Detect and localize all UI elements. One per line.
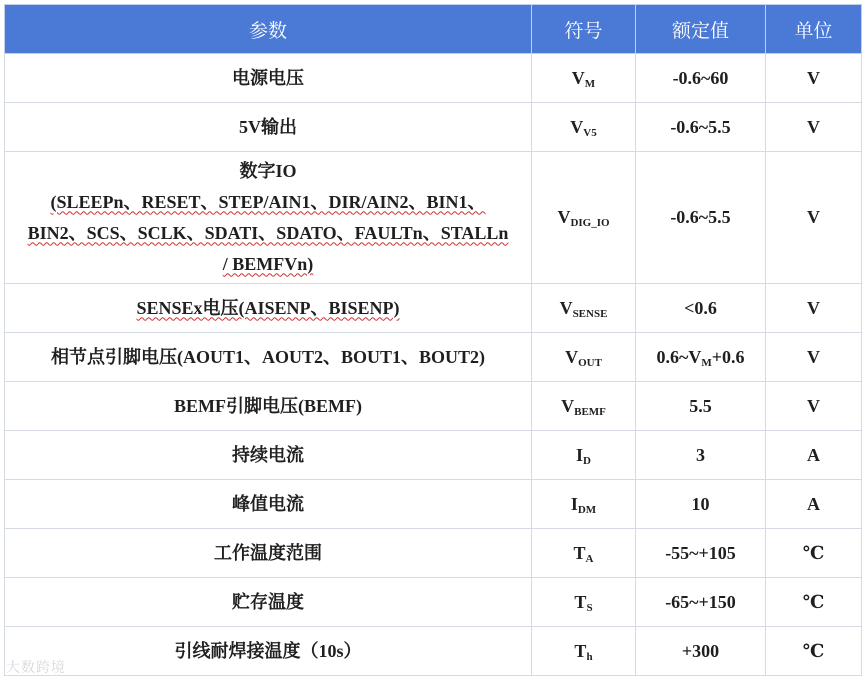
param-cell: 工作温度范围 — [5, 529, 532, 578]
param-cell: 电源电压 — [5, 54, 532, 103]
symbol-cell — [532, 152, 636, 284]
unit-cell: V — [766, 333, 862, 382]
symbol-sub: SENSE — [572, 307, 608, 320]
symbol-sub: A — [585, 552, 594, 565]
value-cell: 3 — [636, 431, 766, 480]
header-unit: 单位 — [766, 5, 862, 54]
symbol-sub: DM — [577, 503, 597, 516]
param-cell: 5V输出 — [5, 103, 532, 152]
symbol-sub: S — [586, 601, 593, 614]
unit-cell: ℃ — [766, 529, 862, 578]
symbol-sub: DIG_IO — [570, 217, 610, 229]
value-post: +0.6 — [711, 346, 745, 367]
param-cell: BEMF引脚电压(BEMF) — [5, 382, 532, 431]
unit-cell: A — [766, 431, 862, 480]
unit-cell: V — [766, 54, 862, 103]
symbol-sub: OUT — [578, 356, 602, 369]
symbol-sub: h — [586, 650, 593, 663]
unit-cell: ℃ — [766, 578, 862, 627]
unit-cell: V — [766, 284, 862, 333]
unit-cell: A — [766, 480, 862, 529]
symbol-sub: BEMF — [574, 405, 606, 418]
table-row — [5, 333, 862, 382]
symbol-cell — [532, 333, 636, 382]
table-row — [5, 103, 862, 152]
value-cell: <0.6 — [636, 284, 766, 333]
table-row — [5, 284, 862, 333]
table-row — [5, 627, 862, 676]
value-cell: +300 — [636, 627, 766, 676]
unit-cell: V — [766, 382, 862, 431]
unit-cell: V — [766, 152, 862, 284]
table-row — [5, 431, 862, 480]
symbol-base: I — [576, 444, 584, 465]
param-cell: 引线耐焊接温度（10s） — [5, 627, 532, 676]
symbol-base: V — [571, 67, 585, 88]
watermark: 大数跨境 — [6, 660, 66, 676]
value-sub: M — [701, 356, 712, 369]
symbol-base: V — [570, 116, 584, 137]
symbol-cell — [532, 529, 636, 578]
value-cell: 5.5 — [636, 382, 766, 431]
table-row — [5, 152, 862, 284]
param-cell: 峰值电流 — [5, 480, 532, 529]
header-row — [5, 5, 862, 54]
symbol-base: V — [557, 207, 571, 227]
symbol-cell — [532, 382, 636, 431]
value-cell: -0.6~60 — [636, 54, 766, 103]
symbol-base: T — [573, 542, 586, 563]
param-line: (SLEEPn、RESET、STEP/AIN1、DIR/AIN2、BIN1、 — [50, 191, 486, 212]
symbol-cell — [532, 627, 636, 676]
symbol-base: V — [559, 297, 573, 318]
value-cell — [636, 333, 766, 382]
symbol-base: V — [565, 346, 579, 367]
param-cell — [5, 152, 532, 284]
ratings-table — [4, 4, 862, 676]
value-cell: -0.6~5.5 — [636, 103, 766, 152]
param-cell: 贮存温度 — [5, 578, 532, 627]
table-row — [5, 480, 862, 529]
symbol-cell — [532, 480, 636, 529]
value-pre: 0.6~V — [656, 346, 702, 367]
header-rating: 额定值 — [636, 5, 766, 54]
param-cell: 持续电流 — [5, 431, 532, 480]
symbol-cell — [532, 284, 636, 333]
symbol-cell — [532, 431, 636, 480]
table-row — [5, 578, 862, 627]
value-cell: -55~+105 — [636, 529, 766, 578]
value-cell: -65~+150 — [636, 578, 766, 627]
param-cell: 相节点引脚电压(AOUT1、AOUT2、BOUT1、BOUT2) — [5, 333, 532, 382]
table-row — [5, 382, 862, 431]
symbol-cell — [532, 103, 636, 152]
symbol-base: T — [574, 640, 587, 661]
param-line: BIN2、SCS、SCLK、SDATI、SDATO、FAULTn、STALLn — [27, 222, 509, 243]
table-row — [5, 529, 862, 578]
symbol-cell — [532, 578, 636, 627]
header-symbol: 符号 — [532, 5, 636, 54]
param-line: 数字IO — [239, 160, 297, 181]
symbol-sub: V5 — [583, 126, 597, 139]
symbol-sub: D — [583, 454, 591, 467]
symbol-base: V — [561, 395, 575, 416]
unit-cell: ℃ — [766, 627, 862, 676]
value-cell: 10 — [636, 480, 766, 529]
unit-cell: V — [766, 103, 862, 152]
symbol-base: I — [570, 493, 578, 514]
symbol-cell — [532, 54, 636, 103]
value-cell: -0.6~5.5 — [636, 152, 766, 284]
header-param: 参数 — [5, 5, 532, 54]
table-row — [5, 54, 862, 103]
param-cell: SENSEx电压(AISENP、BISENP) — [5, 284, 532, 333]
param-line: / BEMFVn) — [222, 253, 314, 274]
symbol-sub: M — [584, 77, 596, 90]
symbol-base: T — [574, 591, 587, 612]
